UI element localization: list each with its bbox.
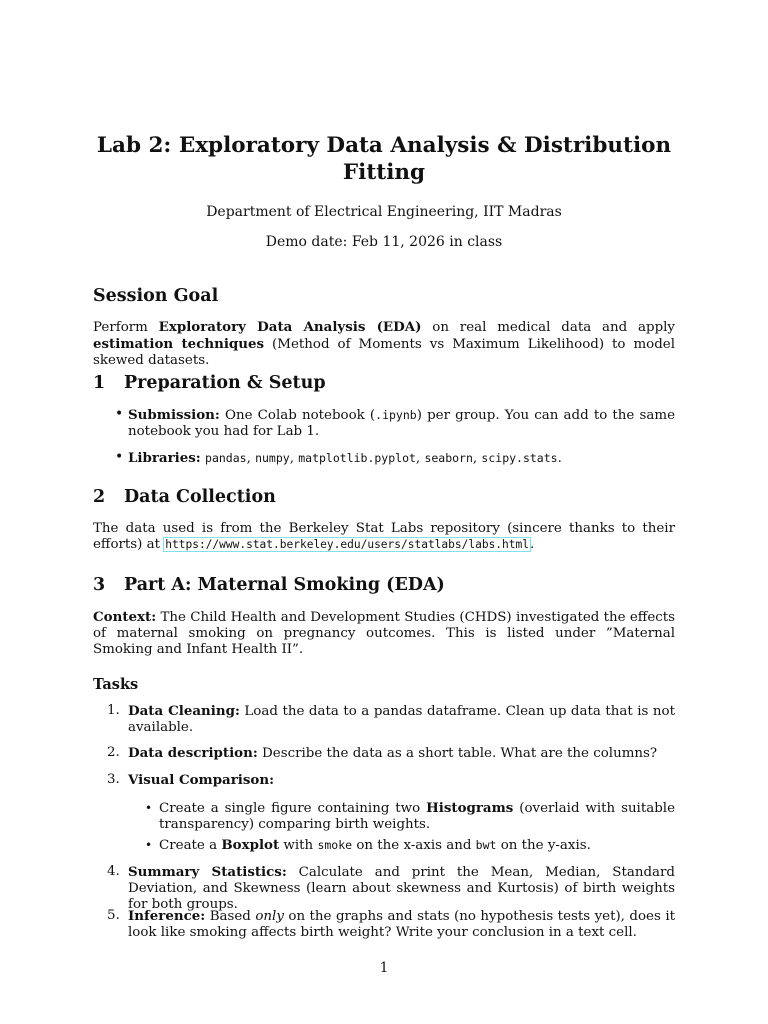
department-line: Department of Electrical Engineering, IIT Madras xyxy=(206,204,562,220)
task-3-subitem-boxplot: Create a Boxplot with smoke on the x-axis and bwt on the y-axis. xyxy=(159,837,591,853)
task-number: 2. xyxy=(107,745,120,760)
document-title: Lab 2: Exploratory Data Analysis & Distribution Fitting xyxy=(96,133,672,185)
page-number: 1 xyxy=(379,960,389,976)
task-number: 5. xyxy=(107,908,120,923)
task-1-text: Data Cleaning: Load the data to a pandas dataframe. Clean up data that is not available. xyxy=(128,703,675,735)
task-3-subitem-histograms: Create a single figure containing two Histograms (overlaid with suitable transparency) comparing birth weights. xyxy=(159,800,675,832)
bullet-icon: • xyxy=(115,406,124,422)
task-4-text: Summary Statistics: Calculate and print the Mean, Median, Standard Deviation, and Skewness (learn about skewness and Kurtosis) of birth weights for both groups. xyxy=(128,864,675,912)
task-3-text: Visual Comparison: xyxy=(128,772,275,788)
tasks-heading: Tasks xyxy=(93,676,139,693)
context-text: Context: The Child Health and Development Studies (CHDS) investigated the effects of maternal smoking on pregnancy outcomes. This is listed under ”Maternal Smoking and Infant Health II”. xyxy=(93,609,675,657)
libraries-item: Libraries: pandas, numpy, matplotlib.pyplot, seaborn, scipy.stats. xyxy=(128,450,562,466)
task-number: 4. xyxy=(107,864,120,879)
task-number: 1. xyxy=(107,703,120,718)
statlabs-link[interactable]: https://www.stat.berkeley.edu/users/statlabs/labs.html xyxy=(165,538,529,551)
task-2-text: Data description: Describe the data as a short table. What are the columns? xyxy=(128,745,658,761)
section-1-heading: 1 Preparation & Setup xyxy=(93,373,326,393)
bullet-icon: • xyxy=(145,838,153,852)
data-collection-text: The data used is from the Berkeley Stat Labs repository (sincere thanks to their efforts) at https://www.stat.berkeley.edu/users/statlabs/labs.html. xyxy=(93,521,675,552)
section-2-heading: 2 Data Collection xyxy=(93,487,276,507)
task-5-text: Inference: Based only on the graphs and stats (no hypothesis tests yet), does it look like smoking affects birth weight? Write your conclusion in a text cell. xyxy=(128,908,675,940)
task-number: 3. xyxy=(107,772,120,787)
bullet-icon: • xyxy=(145,801,153,815)
session-goal-text: Perform Exploratory Data Analysis (EDA) on real medical data and apply estimation techniques (Method of Moments vs Maximum Likelihood) to model skewed datasets. xyxy=(93,319,675,368)
submission-item: Submission: One Colab notebook (.ipynb) per group. You can add to the same notebook you had for Lab 1. xyxy=(128,407,675,439)
section-3-heading: 3 Part A: Maternal Smoking (EDA) xyxy=(93,575,445,595)
session-goal-heading: Session Goal xyxy=(93,286,219,306)
bullet-icon: • xyxy=(115,449,124,465)
demo-date-line: Demo date: Feb 11, 2026 in class xyxy=(265,234,503,250)
